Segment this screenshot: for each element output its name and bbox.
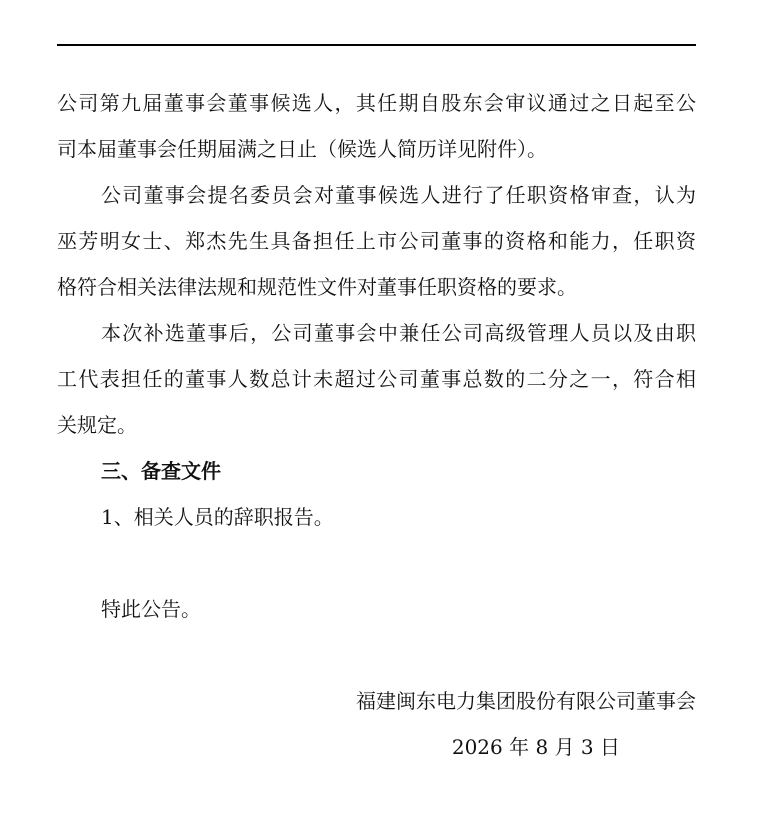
text-line: 公司董事会提名委员会对董事候选人进行了任职资格审查，认为: [101, 183, 696, 207]
text-line: 公司第九届董事会董事候选人，其任期自股东会审议通过之日起至公: [57, 91, 696, 115]
closing-remark: 特此公告。: [101, 597, 201, 621]
text-line: 司本届董事会任期届满之日止（候选人简历详见附件）。: [57, 137, 547, 161]
text-line: 工代表担任的董事人数总计未超过公司董事总数的二分之一，符合相: [57, 367, 696, 391]
section-heading: 三、备查文件: [101, 459, 221, 483]
signature-date: 2026 年 8 月 3 日: [451, 735, 620, 759]
text-line: 关规定。: [57, 413, 137, 437]
signature-organization: 福建闽东电力集团股份有限公司董事会: [356, 689, 696, 713]
text-line: 巫芳明女士、郑杰先生具备担任上市公司董事的资格和能力，任职资: [57, 229, 696, 253]
attachment-item: 1、相关人员的辞职报告。: [101, 505, 334, 529]
header-divider: [57, 44, 696, 46]
text-line: 格符合相关法律法规和规范性文件对董事任职资格的要求。: [57, 275, 577, 299]
text-line: 本次补选董事后，公司董事会中兼任公司高级管理人员以及由职: [101, 321, 696, 345]
